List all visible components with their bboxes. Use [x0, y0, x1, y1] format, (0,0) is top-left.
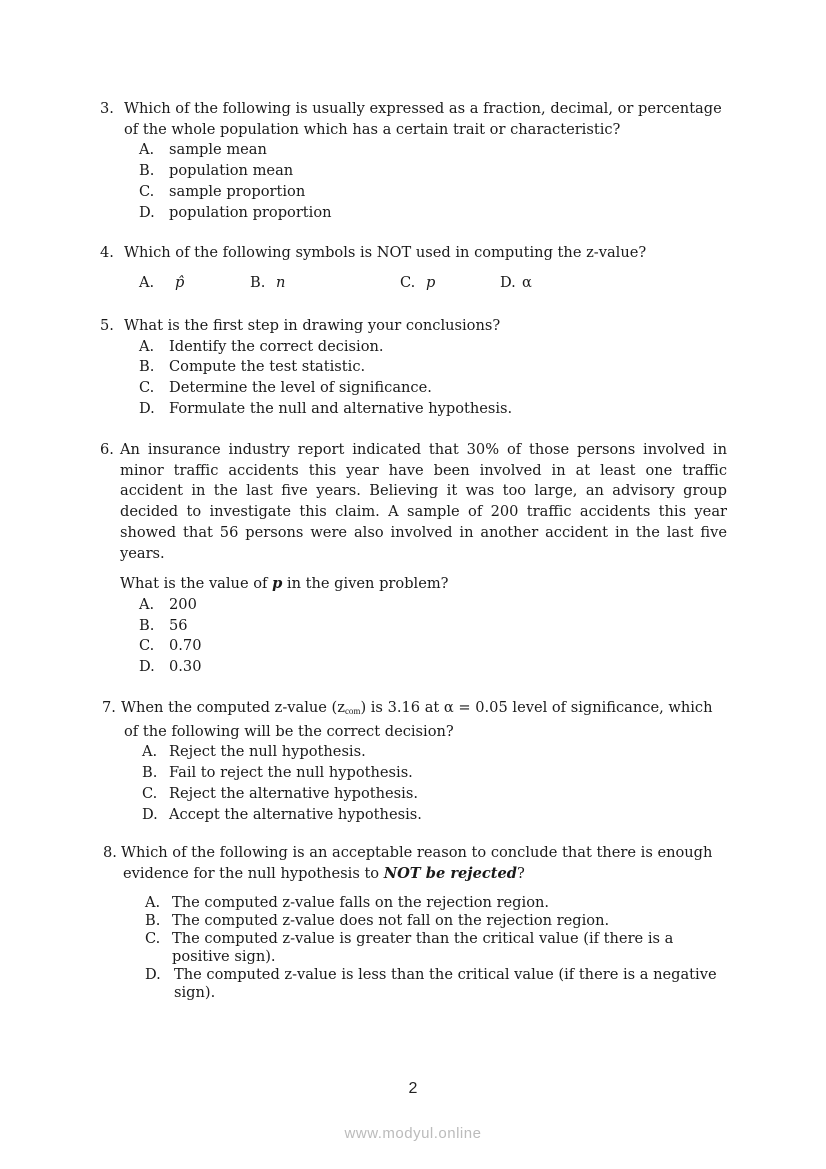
option-text: The computed z-value is less than the critical value (if there is a negative sign).: [174, 966, 717, 1002]
option-letter: D.: [139, 658, 155, 676]
question-text: An insurance industry report indicated that 30% of those persons involved in minor traffic accidents this year have been involved in at least one traffic accident in the last five years. Believing it was too large, an advisory group decided to investigate this claim. A sample of 200 traffic accidents this year showed that 56 persons were also involved in another accident in the last five years.: [120, 441, 727, 562]
question-8: [103, 843, 733, 1002]
option-b: [250, 274, 285, 291]
option-text: Determine the level of significance.: [169, 379, 432, 397]
option-text: The computed z-value is greater than the critical value (if there is a positive sign).: [172, 930, 674, 966]
sub-question-text: What is the value of: [120, 575, 273, 593]
option-c: [400, 274, 435, 291]
n-symbol: n: [276, 273, 286, 291]
option-b: [139, 357, 730, 378]
question-3: [100, 99, 730, 223]
option-d: [139, 657, 727, 678]
option-letter: A.: [139, 337, 155, 355]
option-letter: B.: [139, 358, 155, 376]
question-4: [100, 243, 730, 296]
option-letter: C.: [400, 273, 416, 291]
question-number: 7.: [102, 699, 116, 716]
option-text: The computed z-value does not fall on the rejection region.: [172, 912, 610, 930]
option-text: 200: [169, 595, 197, 613]
question-number: 3.: [100, 100, 114, 117]
option-text: 56: [169, 616, 188, 634]
sub-question: [120, 574, 727, 595]
question-number: 8.: [103, 844, 117, 861]
option-a: [142, 742, 732, 763]
option-letter: A.: [142, 743, 158, 761]
sub-question-text-end: in the given problem?: [282, 575, 449, 593]
options-list: [139, 337, 730, 420]
question-number: 4.: [100, 244, 114, 261]
option-letter: D.: [139, 399, 155, 417]
option-c: [139, 378, 730, 399]
question-text-continued: of the whole population which has a certain trait or characteristic?: [124, 120, 621, 138]
option-text: Formulate the null and alternative hypothesis.: [169, 399, 513, 417]
option-text: Identify the correct decision.: [169, 337, 384, 355]
option-b: [145, 912, 725, 930]
option-letter: A.: [145, 894, 161, 912]
question-7: [102, 698, 732, 825]
option-letter: B.: [139, 162, 155, 180]
option-b: [142, 763, 732, 784]
p-symbol: p: [272, 575, 283, 593]
option-letter: B.: [145, 912, 161, 930]
question-text: Which of the following is an acceptable reason to conclude that there is enough: [121, 844, 713, 861]
option-letter: D.: [139, 203, 155, 221]
option-text: 0.30: [169, 658, 202, 676]
alpha-symbol: α: [522, 273, 532, 291]
question-text: Which of the following is usually expressed as a fraction, decimal, or percentage: [124, 100, 722, 117]
option-text: Reject the null hypothesis.: [169, 743, 366, 761]
question-text-continued: [103, 864, 733, 885]
option-c: [142, 784, 732, 805]
option-c: [139, 636, 727, 657]
option-text: population mean: [169, 162, 294, 180]
options-list: [139, 140, 730, 223]
option-letter: C.: [139, 637, 155, 655]
option-letter: B.: [139, 616, 155, 634]
option-letter: C.: [139, 379, 155, 397]
option-letter: C.: [145, 930, 161, 948]
watermark: www.modyul.online: [344, 1125, 482, 1142]
emphasis-text: NOT be rejected: [383, 864, 517, 882]
option-c: [139, 182, 730, 203]
option-a: [139, 337, 730, 358]
options-list: [139, 595, 727, 678]
question-text-continued: of the following will be the correct decision?: [124, 722, 454, 740]
option-a: [139, 595, 727, 616]
option-letter: D.: [142, 805, 158, 823]
question-text-rest: ) is 3.16 at α = 0.05 level of significance, which: [360, 699, 713, 716]
question-6: [100, 440, 727, 678]
option-a: [145, 894, 725, 912]
option-d: [139, 203, 730, 224]
p-symbol: p: [426, 273, 436, 291]
option-text: Reject the alternative hypothesis.: [169, 784, 418, 802]
option-b: [139, 161, 730, 182]
page-number: 2: [408, 1080, 418, 1097]
option-a: [139, 140, 730, 161]
option-letter: D.: [145, 966, 161, 984]
p-hat-symbol: p̂: [175, 273, 185, 291]
question-text-part: evidence for the null hypothesis to: [123, 864, 384, 882]
option-letter: A.: [139, 273, 155, 291]
option-text: Fail to reject the null hypothesis.: [169, 764, 413, 782]
question-text: When the computed z-value (z: [121, 699, 345, 716]
option-letter: C.: [139, 182, 155, 200]
question-text: Which of the following symbols is NOT used in computing the z-value?: [124, 244, 647, 261]
options-list: [142, 742, 732, 825]
question-text: What is the first step in drawing your conclusions?: [124, 317, 501, 334]
option-letter: B.: [142, 764, 158, 782]
option-letter: A.: [139, 141, 155, 159]
question-5: [100, 316, 730, 420]
option-c: [145, 930, 725, 966]
option-text: 0.70: [169, 637, 202, 655]
option-text: The computed z-value falls on the rejection region.: [172, 894, 550, 912]
option-letter: C.: [142, 784, 158, 802]
question-number: 5.: [100, 317, 114, 334]
question-mark: ?: [516, 864, 525, 882]
option-d: [142, 805, 732, 826]
option-text: sample mean: [169, 141, 267, 159]
option-text: sample proportion: [169, 182, 306, 200]
option-d: [139, 399, 730, 420]
question-number: 6.: [100, 441, 114, 458]
option-text: population proportion: [169, 203, 332, 221]
option-d: [500, 274, 532, 291]
option-d: [145, 966, 725, 1002]
option-letter: A.: [139, 595, 155, 613]
options-list: [145, 894, 725, 1002]
option-b: [139, 616, 727, 637]
option-letter: B.: [250, 273, 266, 291]
option-text: Accept the alternative hypothesis.: [169, 805, 422, 823]
subscript-com: com: [344, 706, 361, 716]
option-letter: D.: [500, 273, 516, 291]
option-text: Compute the test statistic.: [169, 358, 366, 376]
options-inline: [100, 274, 730, 296]
option-a: [139, 274, 184, 291]
